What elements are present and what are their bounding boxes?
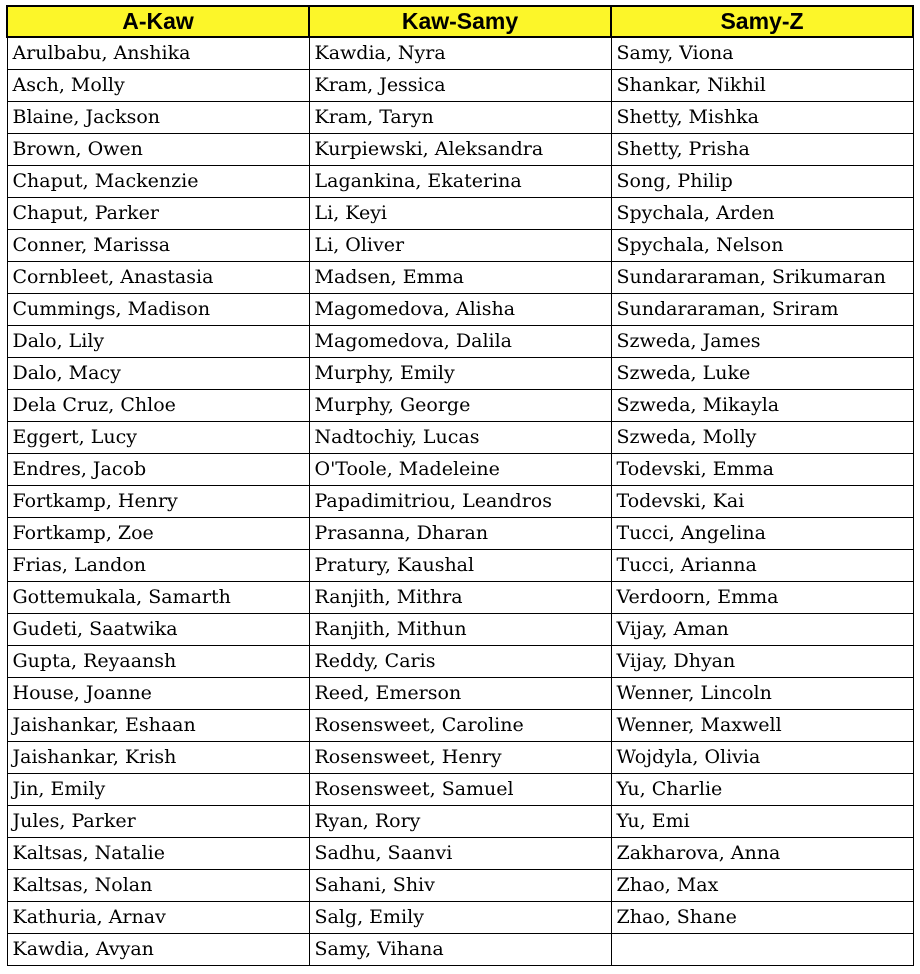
name-cell[interactable]: Reed, Emerson [309, 677, 611, 709]
table-row [7, 901, 913, 933]
name-cell[interactable]: Asch, Molly [7, 69, 309, 101]
name-cell[interactable]: Magomedova, Alisha [309, 293, 611, 325]
column-header-kaw-samy: Kaw-Samy [309, 6, 611, 37]
table-row [7, 869, 913, 901]
name-cell[interactable]: Dalo, Lily [7, 325, 309, 357]
table-row [7, 517, 913, 549]
name-cell[interactable]: Reddy, Caris [309, 645, 611, 677]
name-cell[interactable]: Shetty, Mishka [611, 101, 913, 133]
table-row [7, 293, 913, 325]
table-row [7, 549, 913, 581]
name-cell[interactable]: Li, Keyi [309, 197, 611, 229]
name-cell[interactable]: Pratury, Kaushal [309, 549, 611, 581]
table-row [7, 773, 913, 805]
name-cell[interactable]: Frias, Landon [7, 549, 309, 581]
name-cell[interactable]: Verdoorn, Emma [611, 581, 913, 613]
name-cell[interactable]: Fortkamp, Henry [7, 485, 309, 517]
name-cell[interactable]: Conner, Marissa [7, 229, 309, 261]
name-cell[interactable]: Sundararaman, Sriram [611, 293, 913, 325]
name-cell[interactable]: Sahani, Shiv [309, 869, 611, 901]
name-cell[interactable]: Wenner, Lincoln [611, 677, 913, 709]
name-cell[interactable]: Jin, Emily [7, 773, 309, 805]
name-cell[interactable]: Kaltsas, Nolan [7, 869, 309, 901]
name-cell[interactable]: Kurpiewski, Aleksandra [309, 133, 611, 165]
table-row [7, 485, 913, 517]
name-cell[interactable]: Li, Oliver [309, 229, 611, 261]
name-cell[interactable]: Gudeti, Saatwika [7, 613, 309, 645]
name-cell[interactable]: Samy, Vihana [309, 933, 611, 965]
table-row [7, 325, 913, 357]
name-cell[interactable]: Kawdia, Nyra [309, 37, 611, 69]
name-cell[interactable]: Sadhu, Saanvi [309, 837, 611, 869]
name-cell[interactable]: Dalo, Macy [7, 357, 309, 389]
table-row [7, 101, 913, 133]
name-cell[interactable]: Nadtochiy, Lucas [309, 421, 611, 453]
name-cell[interactable]: Fortkamp, Zoe [7, 517, 309, 549]
table-row [7, 37, 913, 69]
name-cell[interactable]: Dela Cruz, Chloe [7, 389, 309, 421]
table-row [7, 165, 913, 197]
name-cell[interactable]: Lagankina, Ekaterina [309, 165, 611, 197]
name-cell[interactable]: Wojdyla, Olivia [611, 741, 913, 773]
name-cell[interactable]: Rosensweet, Caroline [309, 709, 611, 741]
name-cell[interactable]: Brown, Owen [7, 133, 309, 165]
name-cell[interactable]: Ranjith, Mithun [309, 613, 611, 645]
header-row [7, 6, 913, 37]
table-row [7, 389, 913, 421]
name-cell[interactable]: Spychala, Nelson [611, 229, 913, 261]
table-row [7, 581, 913, 613]
column-header-a-kaw: A-Kaw [7, 6, 309, 37]
table-row [7, 613, 913, 645]
name-cell[interactable]: Kawdia, Avyan [7, 933, 309, 965]
name-cell[interactable]: Zakharova, Anna [611, 837, 913, 869]
name-cell[interactable]: Kram, Jessica [309, 69, 611, 101]
name-cell[interactable]: Blaine, Jackson [7, 101, 309, 133]
table-row [7, 677, 913, 709]
name-cell[interactable]: Papadimitriou, Leandros [309, 485, 611, 517]
roster-table [6, 5, 914, 966]
name-cell[interactable]: Eggert, Lucy [7, 421, 309, 453]
name-cell[interactable]: Yu, Charlie [611, 773, 913, 805]
name-cell[interactable]: Zhao, Max [611, 869, 913, 901]
name-cell[interactable]: Szweda, Molly [611, 421, 913, 453]
name-cell[interactable]: Murphy, Emily [309, 357, 611, 389]
name-cell[interactable]: Arulbabu, Anshika [7, 37, 309, 69]
name-cell[interactable]: Tucci, Angelina [611, 517, 913, 549]
name-cell[interactable]: Spychala, Arden [611, 197, 913, 229]
name-cell[interactable]: Ranjith, Mithra [309, 581, 611, 613]
name-cell[interactable]: Prasanna, Dharan [309, 517, 611, 549]
table-row [7, 933, 913, 965]
name-cell[interactable]: Chaput, Parker [7, 197, 309, 229]
table-row [7, 645, 913, 677]
name-cell[interactable]: Shankar, Nikhil [611, 69, 913, 101]
table-row [7, 69, 913, 101]
name-cell[interactable]: Todevski, Kai [611, 485, 913, 517]
name-cell[interactable]: Zhao, Shane [611, 901, 913, 933]
table-row [7, 805, 913, 837]
column-header-samy-z: Samy-Z [611, 6, 913, 37]
name-cell[interactable]: Kaltsas, Natalie [7, 837, 309, 869]
table-row [7, 357, 913, 389]
name-cell[interactable]: O'Toole, Madeleine [309, 453, 611, 485]
table-row [7, 741, 913, 773]
name-cell[interactable]: Cornbleet, Anastasia [7, 261, 309, 293]
table-row [7, 453, 913, 485]
name-cell[interactable]: Tucci, Arianna [611, 549, 913, 581]
table-row [7, 261, 913, 293]
name-cell[interactable]: Magomedova, Dalila [309, 325, 611, 357]
table-row [7, 421, 913, 453]
table-row [7, 709, 913, 741]
name-cell[interactable]: Szweda, James [611, 325, 913, 357]
name-cell[interactable]: Ryan, Rory [309, 805, 611, 837]
name-cell[interactable]: Gupta, Reyaansh [7, 645, 309, 677]
name-cell[interactable]: Todevski, Emma [611, 453, 913, 485]
name-cell[interactable]: Gottemukala, Samarth [7, 581, 309, 613]
name-cell[interactable]: Murphy, George [309, 389, 611, 421]
name-cell[interactable]: Cummings, Madison [7, 293, 309, 325]
name-cell[interactable]: Kathuria, Arnav [7, 901, 309, 933]
name-cell[interactable]: Kram, Taryn [309, 101, 611, 133]
name-cell[interactable]: Rosensweet, Henry [309, 741, 611, 773]
name-cell[interactable]: Sundararaman, Srikumaran [611, 261, 913, 293]
name-cell[interactable]: Wenner, Maxwell [611, 709, 913, 741]
name-cell[interactable]: Jaishankar, Krish [7, 741, 309, 773]
table-row [7, 133, 913, 165]
name-cell[interactable]: Szweda, Mikayla [611, 389, 913, 421]
name-cell[interactable]: Shetty, Prisha [611, 133, 913, 165]
name-cell[interactable]: Jaishankar, Eshaan [7, 709, 309, 741]
name-cell[interactable]: Song, Philip [611, 165, 913, 197]
table-row [7, 837, 913, 869]
table-row [7, 229, 913, 261]
table-row [7, 197, 913, 229]
name-cell[interactable] [611, 933, 913, 965]
name-cell[interactable]: Szweda, Luke [611, 357, 913, 389]
name-cell[interactable]: Endres, Jacob [7, 453, 309, 485]
name-cell[interactable]: Jules, Parker [7, 805, 309, 837]
name-cell[interactable]: Rosensweet, Samuel [309, 773, 611, 805]
name-cell[interactable]: Madsen, Emma [309, 261, 611, 293]
name-cell[interactable]: Samy, Viona [611, 37, 913, 69]
roster-body [7, 37, 913, 965]
name-cell[interactable]: Salg, Emily [309, 901, 611, 933]
name-cell[interactable]: Yu, Emi [611, 805, 913, 837]
name-cell[interactable]: Vijay, Dhyan [611, 645, 913, 677]
name-cell[interactable]: Chaput, Mackenzie [7, 165, 309, 197]
name-cell[interactable]: Vijay, Aman [611, 613, 913, 645]
name-cell[interactable]: House, Joanne [7, 677, 309, 709]
